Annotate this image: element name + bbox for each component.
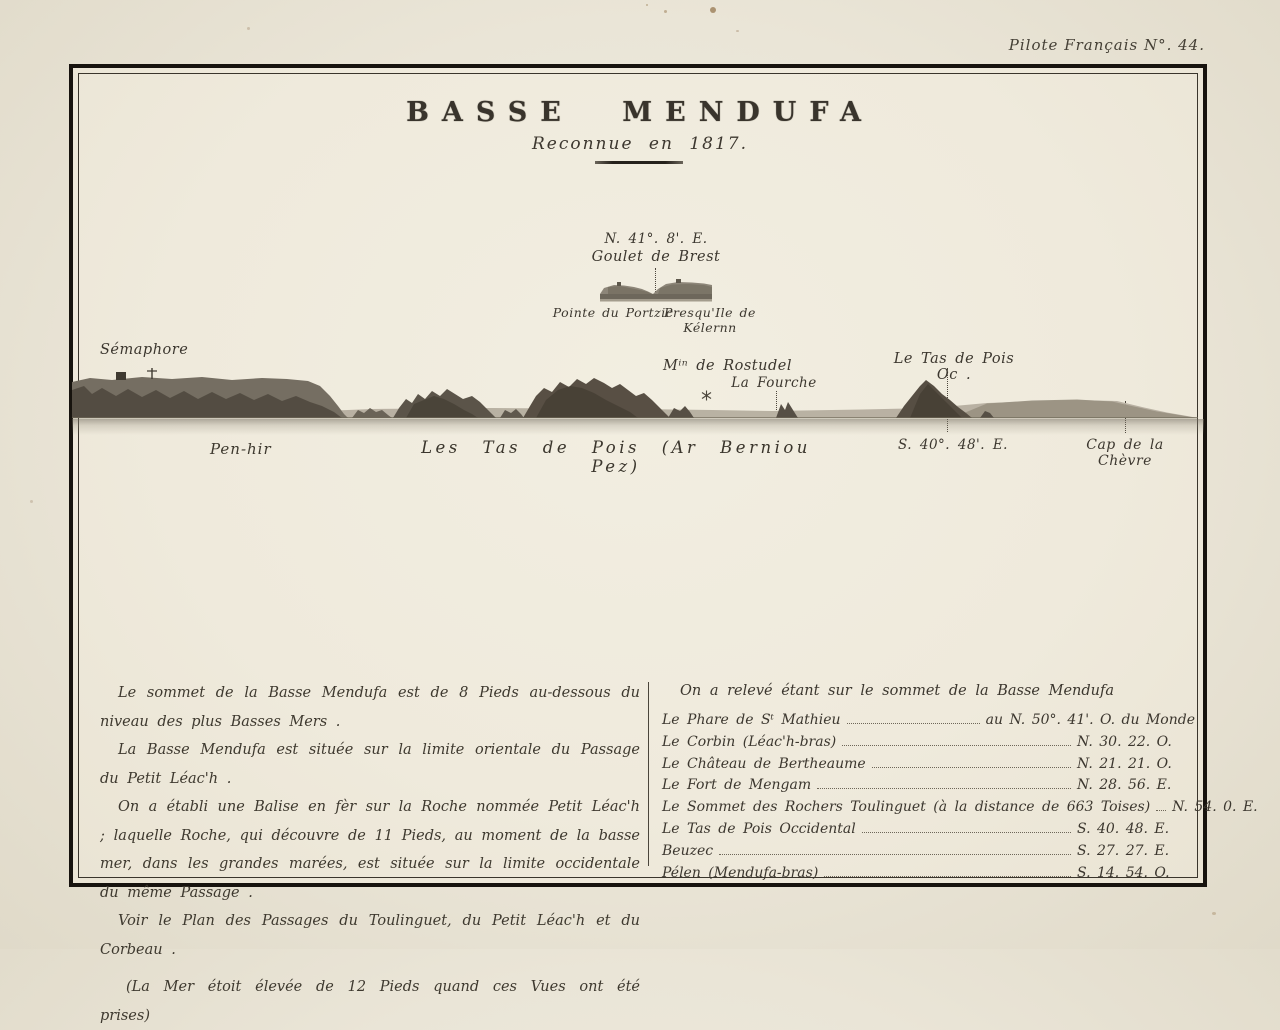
note-line: On a établi une Balise en fèr sur la Roche nommée Petit Léac'h ; laquelle Roche, qui découvre de 11 Pieds, au moment de la basse mer, dans les grandes marées, est située sur la limite occidentale du même Passage . — [100, 799, 640, 901]
survey-bearing: N. 30. 22. O. — [1077, 733, 1172, 750]
inset-profile-drawing — [600, 272, 712, 302]
dotted-leader — [872, 767, 1071, 768]
plate-number: Pilote Français N°. 44. — [1008, 36, 1205, 54]
survey-row — [662, 775, 1195, 797]
title-rule — [595, 161, 683, 164]
column-divider — [648, 682, 649, 866]
paper-speck — [247, 27, 250, 30]
bearing-s-label: S. 40°. 48'. E. — [898, 437, 1008, 453]
dotted-leader — [719, 854, 1071, 855]
survey-row — [662, 754, 1195, 776]
survey-target: Le Tas de Pois Occidental — [662, 820, 856, 837]
dotted-leader — [817, 788, 1071, 789]
survey-row — [662, 732, 1195, 754]
survey-bearing: S. 40. 48. E. — [1077, 820, 1170, 837]
coastal-profile-drawing — [72, 366, 1204, 424]
pen-hir-label: Pen-hir — [210, 440, 272, 458]
paper-speck — [736, 30, 739, 32]
note-line-tide: (La Mer étoit élevée de 12 Pieds quand ces Vues ont été prises) — [100, 979, 640, 1024]
survey-block — [662, 681, 1258, 884]
survey-target: Le Phare de Sᵗ Mathieu — [662, 712, 841, 728]
paper-speck — [1212, 912, 1216, 915]
plate-title: BASSE MENDUFA — [406, 97, 874, 128]
survey-bearing: N. 54. 0. E. — [1172, 799, 1258, 816]
paper-speck — [710, 7, 716, 13]
sea-reflection — [72, 419, 1204, 435]
survey-bearing: S. 27. 27. E. — [1077, 842, 1170, 859]
dotted-leader — [862, 832, 1071, 833]
paper-speck — [646, 4, 648, 6]
tas-de-pois-caption: Les Tas de Pois (Ar Berniou Pez) — [421, 438, 811, 476]
dotted-leader — [842, 745, 1071, 746]
cap-chevre-label: Cap de la Chèvre — [1086, 437, 1164, 469]
survey-row — [662, 819, 1195, 841]
survey-target: Beuzec — [662, 842, 714, 859]
fourche-label: La Fourche — [731, 375, 817, 391]
survey-heading: On a relevé étant sur le sommet de la Basse Mendufa — [680, 683, 1114, 699]
survey-target: Le Sommet des Rochers Toulinguet (à la distance de 663 Toises) — [662, 799, 1151, 816]
survey-target: Le Corbin (Léac'h-bras) — [662, 733, 837, 750]
survey-target: Le Fort de Mengam — [662, 777, 812, 794]
inset-right-point-label: Presqu'Ile de Kélernn — [664, 305, 756, 335]
dotted-leader — [824, 876, 1071, 877]
survey-bearing: N. 21. 21. O. — [1077, 755, 1172, 772]
survey-bearing: au N. 50°. 41'. O. du Monde — [985, 712, 1195, 728]
semaphore-label: Sémaphore — [100, 342, 189, 358]
survey-target: Le Château de Bertheaume — [662, 755, 866, 772]
mill-label: Mⁱⁿ de Rostudel — [663, 358, 792, 374]
dotted-leader — [1156, 810, 1166, 811]
notes-block — [100, 679, 640, 1030]
survey-target: Pélen (Mendufa-bras) — [662, 864, 819, 881]
note-line: La Basse Mendufa est située sur la limite orientale du Passage du Petit Léac'h . — [100, 742, 640, 787]
survey-bearing: S. 14. 54. O. — [1077, 864, 1170, 881]
survey-row — [662, 863, 1195, 885]
survey-row — [662, 797, 1258, 819]
inset-left-point-label: Pointe du Portzic — [552, 305, 674, 320]
dotted-leader — [847, 723, 980, 724]
plate-subtitle: Reconnue en 1817. — [531, 134, 748, 154]
paper-speck — [664, 10, 667, 13]
inset-bearing-label: N. 41°. 8'. E. — [604, 231, 708, 247]
note-line: Le sommet de la Basse Mendufa est de 8 Pieds au-dessous du niveau des plus Basses Mers . — [100, 685, 640, 730]
survey-bearing: N. 28. 56. E. — [1077, 777, 1172, 794]
paper-speck — [30, 500, 33, 503]
tas-de-pois-oc-label: Le Tas de Pois Oc . — [893, 351, 1015, 383]
note-line: Voir le Plan des Passages du Toulinguet, du Petit Léac'h et du Corbeau . — [100, 913, 640, 958]
survey-row — [662, 710, 1195, 732]
inset-name-label: Goulet de Brest — [591, 249, 721, 265]
survey-row — [662, 841, 1195, 863]
